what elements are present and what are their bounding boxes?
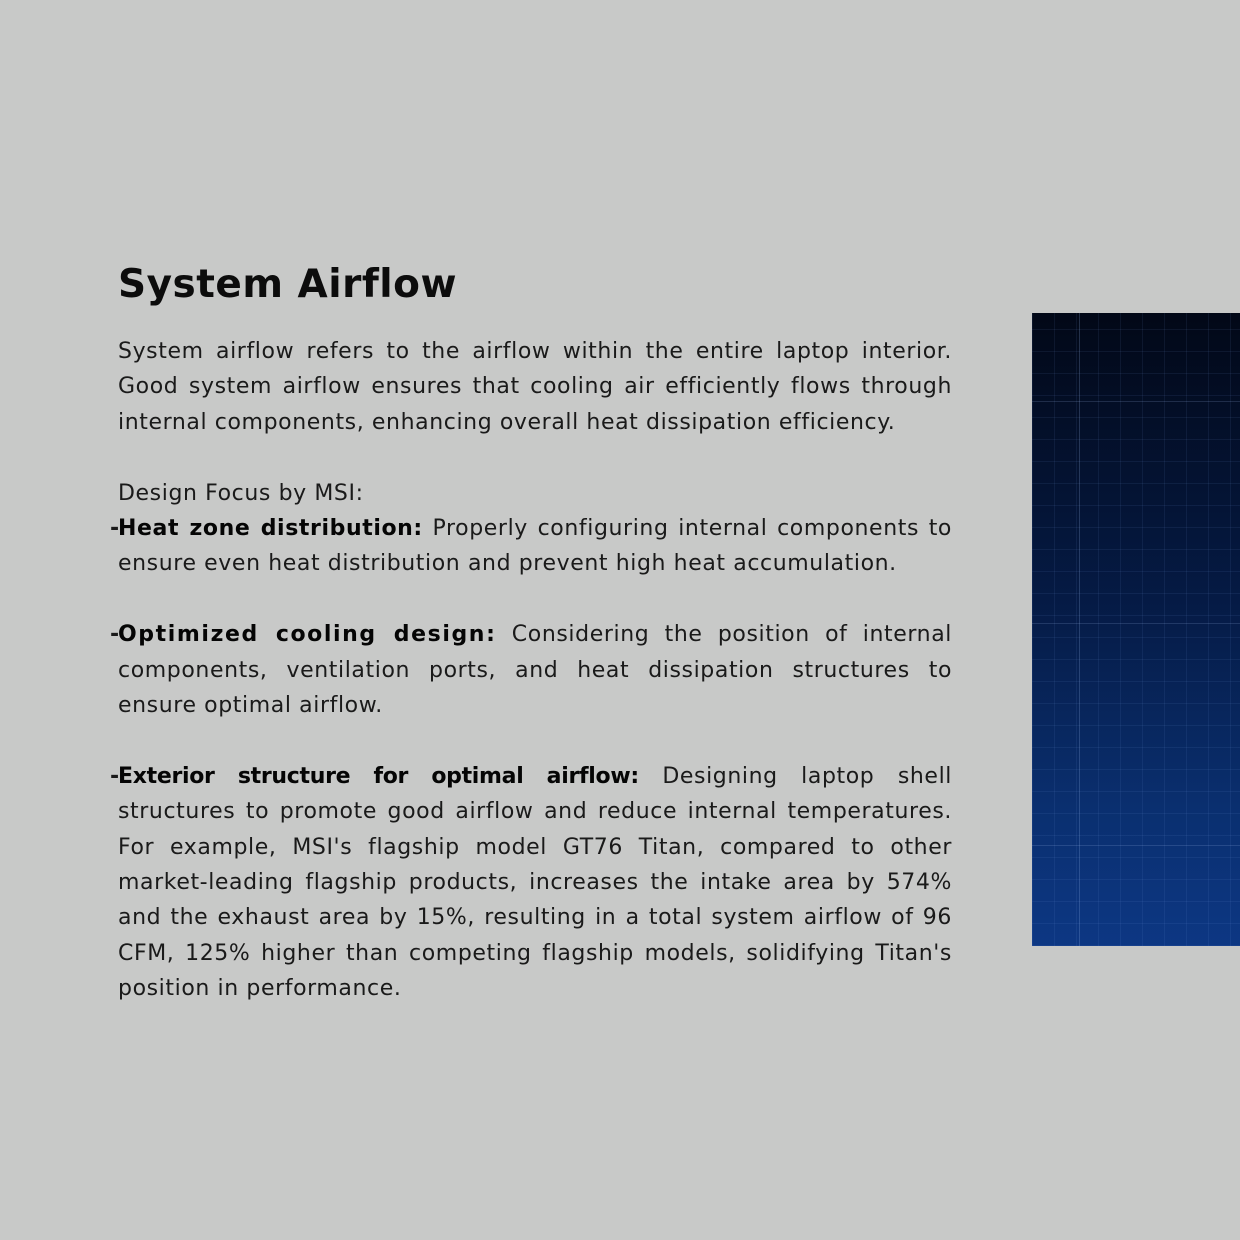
grid-pattern xyxy=(1032,313,1240,946)
list-item-heat-zone xyxy=(110,511,952,582)
intro-paragraph: System airflow refers to the airflow within the entire laptop interior. Good system airflow ensures that cooling air efficiently flows through internal components, enhancing overall heat dissipation efficiency. xyxy=(118,339,952,435)
item-title: Optimized cooling design: xyxy=(118,622,497,648)
item-title: Exterior structure for optimal airflow: xyxy=(118,763,639,789)
bullet-dash: - xyxy=(110,516,120,542)
grid-accent-hline xyxy=(1032,845,1240,846)
article xyxy=(110,258,953,1007)
grid-accent-hline xyxy=(1032,623,1240,624)
list-item-cooling-design xyxy=(110,617,953,723)
page-title: System Airflow xyxy=(118,262,457,307)
grid-accent-hline xyxy=(1032,401,1240,402)
bullet-dash: - xyxy=(110,763,120,789)
item-text: Designing laptop shell structures to promote good airflow and reduce internal temperatures. For example, MSI's flagship model GT76 Titan, compared to other market-leading flagship products, increases the intake area by 574% and the exhaust area by 15%, resulting in a total system airflow of 96 CFM, 125% higher than competing flagship models, solidifying Titan's position in performance. xyxy=(118,763,952,1002)
grid-accent-line xyxy=(1079,313,1080,946)
list-item-exterior-structure xyxy=(110,759,952,1007)
bullet-dash: - xyxy=(110,622,120,648)
item-text: Considering the position of internal components, ventilation ports, and heat dissipation structures to ensure optimal airflow. xyxy=(118,622,953,719)
decorative-blue-grid-panel xyxy=(1032,313,1240,946)
item-text: Properly configuring internal components to ensure even heat distribution and prevent high heat accumulation. xyxy=(118,516,952,577)
item-title: Heat zone distribution: xyxy=(118,516,423,542)
design-focus-heading: Design Focus by MSI: xyxy=(118,480,364,506)
